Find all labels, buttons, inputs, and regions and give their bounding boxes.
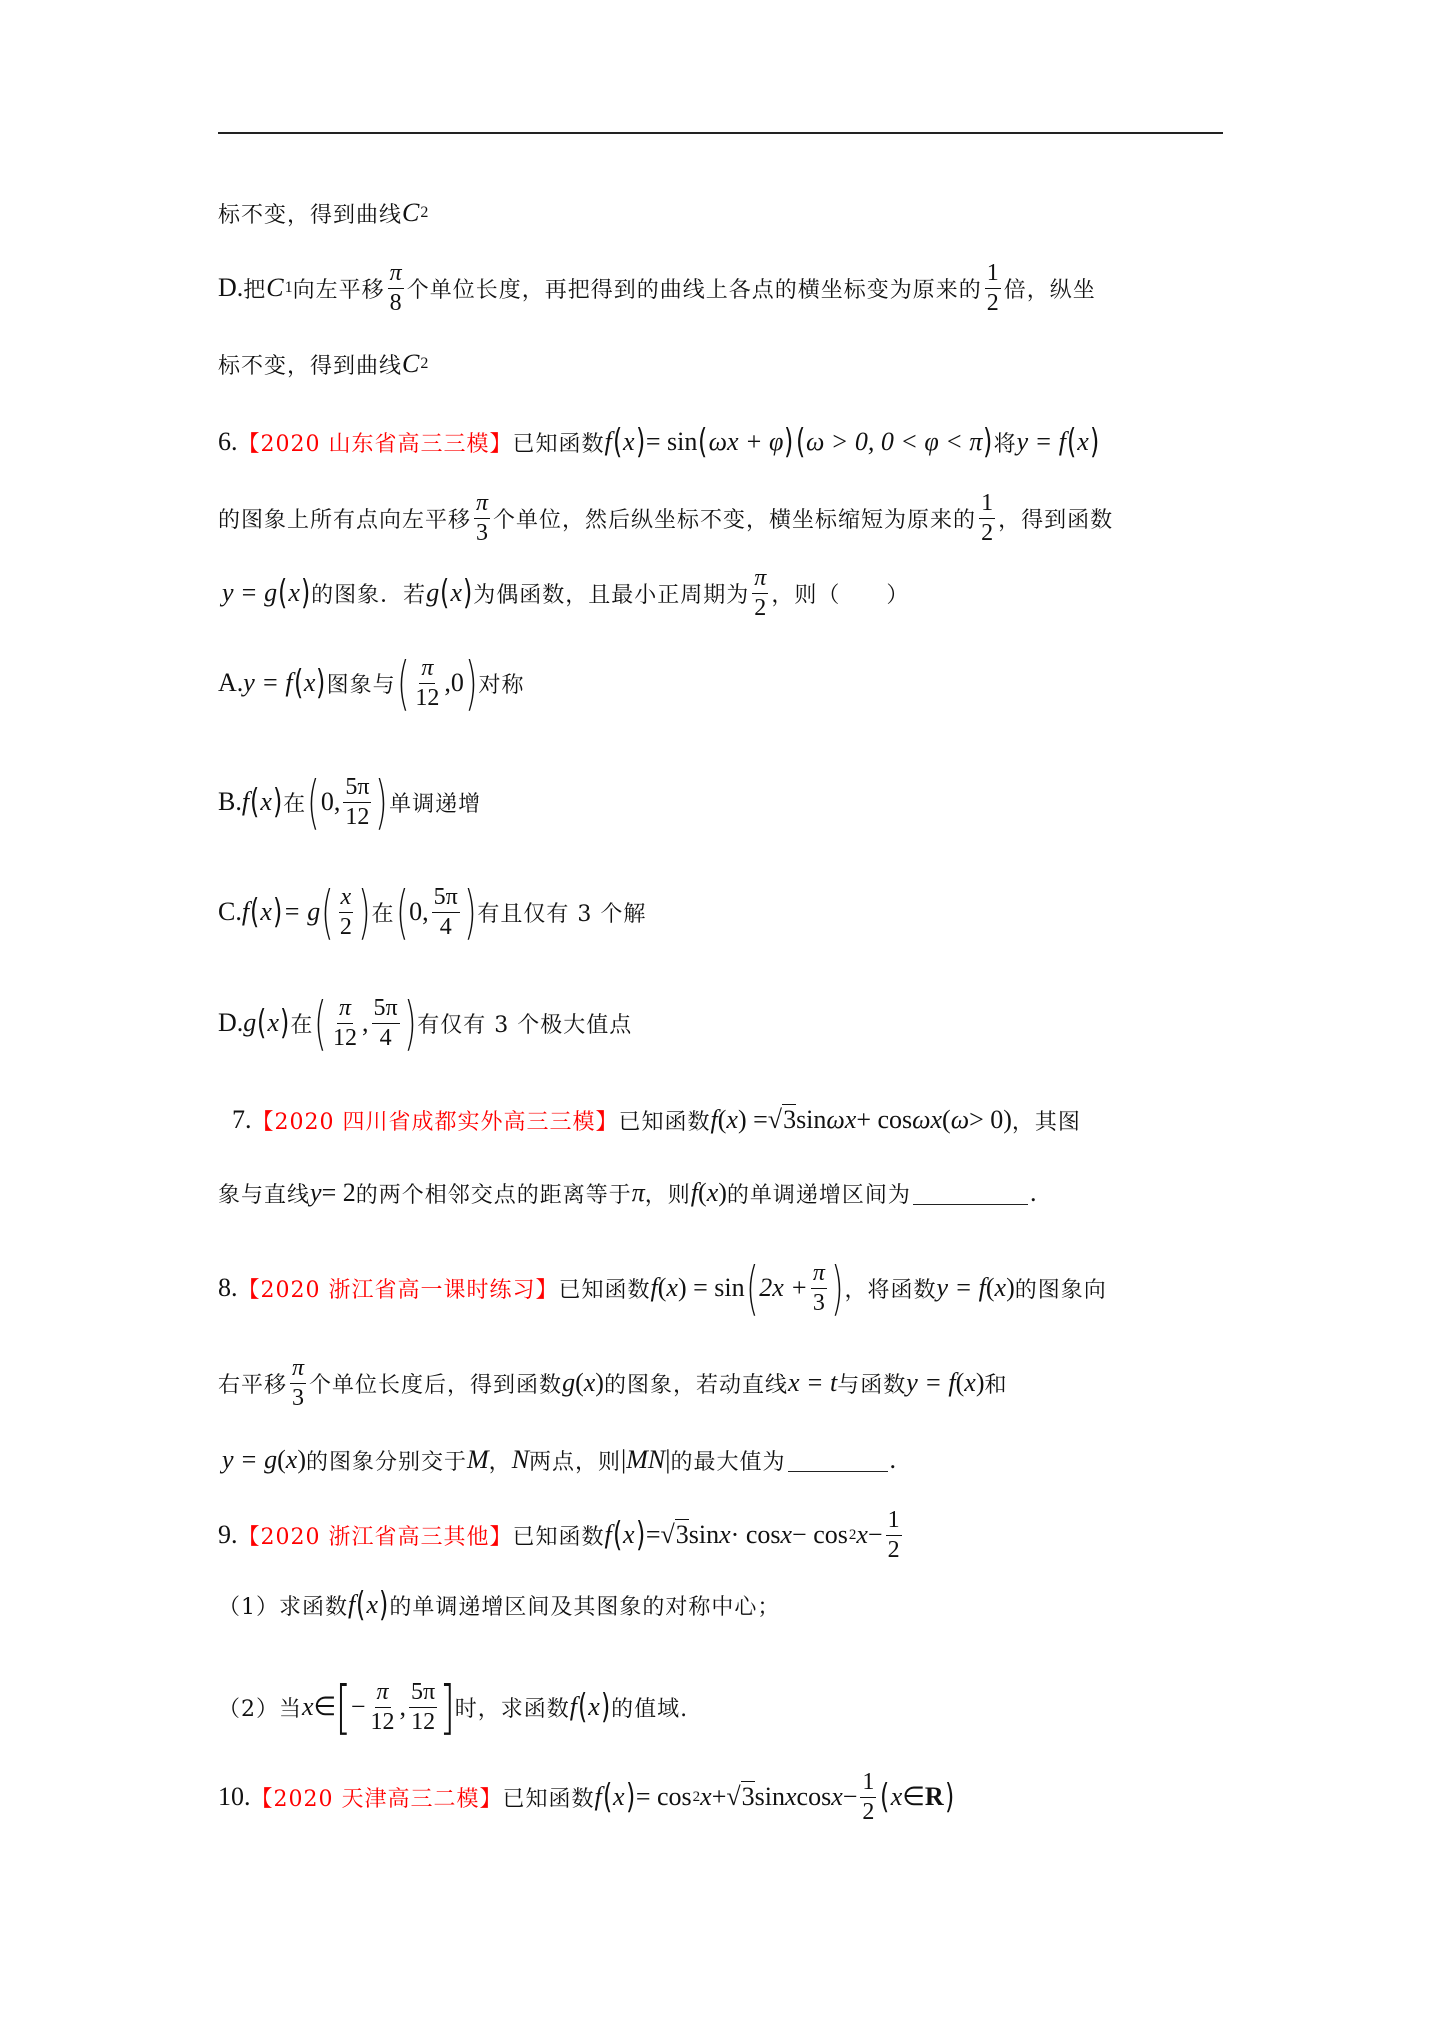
math-run: f [241,897,250,926]
fraction-denominator: 4 [379,1024,392,1051]
fraction [886,1507,902,1563]
math-run: x [285,1445,298,1474]
fraction-denominator: 2 [986,289,999,316]
math-run: ω > 0, 0 < φ < π [805,427,983,456]
text-run: 向左平移 [292,277,385,303]
paren: ( [278,573,288,613]
math-run: y = f [936,1273,986,1302]
fraction [372,995,400,1051]
math-run: ( [575,1368,584,1397]
math-run: C. [218,897,242,926]
fraction-denominator: 2 [981,519,994,546]
math-run: f [604,427,612,456]
math-run: x [613,1782,625,1811]
math-run: = sin [645,427,698,456]
paren: ( [257,1003,267,1043]
fraction [388,260,404,316]
math-run: + [711,1782,727,1811]
fraction-numerator: x [339,884,354,912]
paren: ) [944,1777,954,1817]
text-run: 单调递增 [389,791,482,817]
math-run: 6. [218,427,238,456]
fraction-denominator: 12 [411,1708,436,1735]
math-run: x [288,578,300,607]
fraction-numerator: 1 [886,1507,902,1535]
radicand: 3 [741,1782,755,1811]
large-paren: ( [314,989,327,1057]
text-run: 的图象分别交于 [305,1449,467,1475]
math-run: x [303,668,316,697]
paren: ) [280,1003,290,1043]
text-line [232,1090,1081,1150]
math-run: D. [218,1008,244,1037]
math-run: ) [975,1368,985,1397]
source-tag: 【2020 天津高三二模】 [250,1786,503,1812]
fraction-denominator: 12 [415,684,440,711]
text-line [218,488,1113,548]
paren: ) [625,1777,635,1817]
text-run: （1）求函数 [218,1594,348,1620]
math-run: = [645,1520,661,1549]
text-run: 标不变，得到曲线 [218,353,403,379]
large-bracket: [ [335,1673,352,1741]
fraction-denominator: 4 [439,913,452,940]
fraction-denominator: 12 [333,1024,358,1051]
math-run: ) [718,1178,727,1207]
source-tag: 【2020 浙江省高一课时练习】 [237,1277,559,1303]
math-run: 0, [320,787,341,816]
math-run: − cos [792,1520,848,1549]
radicand: 3 [675,1520,689,1549]
option-d [218,989,633,1057]
fraction-numerator: π [388,260,404,288]
math-run: R [924,1782,944,1811]
text-run: 已知函数 [512,431,605,457]
large-paren: ( [396,649,410,717]
option-c [218,878,647,946]
math-run: C [402,198,420,227]
fraction [409,1679,437,1735]
fraction [811,1260,827,1316]
math-run: ωx + φ [708,427,784,456]
fraction-denominator: 2 [887,1536,900,1563]
large-paren: ( [307,768,320,836]
math-run: cos [796,1782,832,1811]
fraction [331,995,359,1051]
text-run: 个单位，然后纵坐标不变，横坐标缩短为原来的 [493,507,977,533]
paren: ) [983,422,993,462]
fraction [979,490,995,546]
text-run: 已知函数 [512,1524,605,1550]
math-run: y = f [243,668,293,697]
math-run: x [588,1692,600,1721]
fraction-numerator: 5π [409,1679,437,1707]
text-run: 标不变，得到曲线 [218,202,403,228]
math-run: C [402,349,420,378]
math-run: > 0) [969,1105,1012,1134]
text-run: 的图象．若 [311,582,427,608]
text-line [218,1254,1107,1322]
fraction-denominator: 8 [389,289,402,316]
math-run: sin [688,1520,720,1549]
paren: ( [293,663,303,703]
fraction [369,1679,397,1735]
source-tag: 【2020 山东省高三三模】 [237,431,513,457]
math-run: , [399,1692,407,1721]
math-run: y = f [1016,427,1066,456]
text-run: 个单位长度后，得到函数 [309,1372,563,1398]
text-run: 的图象上所有点向左平移 [218,507,472,533]
text-run: 已知函数 [558,1277,651,1303]
math-run: ωx [826,1105,857,1134]
text-run: 图象与 [326,672,396,698]
math-run: x [784,1782,797,1811]
fraction-numerator: π [752,565,768,593]
math-run: x [994,1273,1007,1302]
option-a [218,649,525,717]
math-run: x [623,1520,635,1549]
text-run: ，其图 [1011,1109,1081,1135]
text-run: 的图象，若动直线 [603,1372,788,1398]
subscript: 2 [420,355,429,372]
math-run: x [1077,427,1089,456]
math-run: . [889,1445,896,1474]
fraction [860,1769,876,1825]
large-bracket: ] [439,1673,456,1741]
math-run: = g [283,897,321,926]
large-paren: ) [403,989,417,1057]
math-run: MN [626,1445,666,1474]
math-run: x [890,1782,903,1811]
math-run: ∈ [902,1782,925,1811]
math-run: x [666,1273,678,1302]
square-root [726,1782,754,1812]
radical-sign: √ [726,1782,741,1811]
fraction [413,655,441,711]
math-run: f [241,787,250,816]
paren: ( [612,1515,623,1555]
math-run: ( [955,1368,965,1397]
text-run: ，得到函数 [998,507,1114,533]
fraction-numerator: 5π [432,884,460,912]
subscript: 2 [420,204,429,221]
paren: ( [1066,422,1077,462]
text-run: （2）当 [218,1696,302,1722]
paren: ) [462,573,473,613]
math-run: x [856,1520,868,1549]
text-run: 有且仅有 3 个解 [477,901,647,927]
text-run: 和 [984,1372,1008,1398]
paren: ( [578,1687,588,1727]
paren: ( [698,422,708,462]
math-run: − [350,1692,366,1721]
math-run: ( [698,1178,707,1207]
math-run: x [623,427,635,456]
fraction-numerator: 5π [343,774,371,802]
math-run: f [594,1782,602,1811]
text-run: 在 [371,901,395,927]
math-run: y [310,1178,322,1207]
math-run: x [260,897,272,926]
fraction-denominator: 12 [370,1708,395,1735]
fraction [343,774,371,830]
math-run: x [700,1782,712,1811]
fraction [985,260,1001,316]
math-run: f [348,1590,356,1619]
fraction-denominator: 3 [476,519,489,546]
text-run: 右平移 [218,1372,288,1398]
math-run: ωx [912,1105,943,1134]
math-run: sin [796,1105,827,1134]
answer-blank[interactable] [913,1182,1028,1205]
fraction-numerator: π [811,1260,827,1288]
math-run: D. [218,273,244,302]
math-run: ) [1006,1273,1015,1302]
math-run: | [621,1445,627,1474]
paren: ( [440,573,450,613]
math-run: . [1029,1178,1037,1207]
paren: ( [602,1777,613,1817]
fraction-numerator: π [337,995,353,1023]
fraction-numerator: π [290,1355,306,1383]
math-run: f [604,1520,612,1549]
text-line [218,1673,689,1741]
fraction [474,490,490,546]
fraction [290,1355,306,1411]
large-paren: ( [745,1254,759,1322]
text-run: ， [488,1449,512,1475]
fraction-denominator: 2 [754,594,767,621]
large-paren: ( [321,878,334,946]
math-run: , [362,1008,369,1037]
math-run: x = t [787,1368,838,1397]
text-run: 倍，纵坐 [1003,277,1096,303]
math-run: x [831,1782,843,1811]
paren: ) [635,422,645,462]
text-line [218,1353,1008,1413]
math-run: x [267,1008,280,1037]
math-run: ∈ [313,1692,337,1721]
large-paren: ) [464,649,478,717]
math-run: x [719,1520,731,1549]
math-run: 8. [218,1273,238,1302]
math-run: x [450,578,462,607]
math-run: ( [717,1105,727,1134]
math-run: x [302,1692,314,1721]
math-run: f [690,1178,699,1207]
paren: ) [316,663,326,703]
math-run: 0, [409,897,429,926]
text-line [218,1767,955,1827]
text-run: 个单位长度，再把得到的曲线上各点的横坐标变为原来的 [406,277,982,303]
fraction-numerator: 5π [372,995,400,1023]
source-tag: 【2020 四川省成都实外高三三模】 [251,1109,619,1135]
text-run: 的两个相邻交点的距离等于 [355,1182,632,1208]
radicand: 3 [783,1105,797,1134]
fraction [432,884,460,940]
text-line [218,1505,905,1565]
square-root [768,1105,796,1135]
paren: ) [1089,422,1100,462]
text-run: 将 [993,431,1017,457]
square-root [660,1520,688,1550]
text-run: 两点，则 [529,1449,622,1475]
fraction [338,884,354,940]
paren: ( [250,782,260,822]
text-run: 的单调递增区间为 [726,1182,911,1208]
fraction-numerator: 1 [985,260,1001,288]
text-line [222,1430,896,1490]
text-run: 的最大值为 [670,1449,786,1475]
paren: ( [250,892,260,932]
math-run: ( [657,1273,667,1302]
math-run: 2x + [759,1273,808,1302]
math-run: g [243,1008,257,1037]
math-run: = 2 [321,1178,356,1207]
math-run: A. [218,668,244,697]
math-run: y = g [222,578,278,607]
math-run: | [665,1445,671,1474]
fraction-numerator: π [375,1679,391,1707]
text-run: ，则（ ） [771,582,910,608]
fraction-numerator: π [419,655,435,683]
text-line [218,258,1096,318]
paren: ) [300,573,311,613]
math-run: ) [595,1368,604,1397]
math-run: 7. [232,1105,252,1134]
math-run: 10. [218,1782,251,1811]
fraction-denominator: 2 [862,1798,875,1825]
math-run: · cos [730,1520,781,1549]
paren: ) [272,892,283,932]
text-line [218,1575,780,1635]
math-run: x [260,787,272,816]
large-paren: ) [830,1254,844,1322]
math-run: π [631,1178,645,1207]
text-run: 的图象向 [1014,1277,1107,1303]
paren: ( [356,1585,366,1625]
math-run: x [964,1368,976,1397]
text-run: 把 [243,277,267,303]
paren: ( [880,1777,890,1817]
option-b [218,768,482,836]
text-run: 已知函数 [618,1109,711,1135]
text-line [218,334,428,394]
fraction-numerator: π [474,490,490,518]
paren: ) [635,1515,645,1555]
math-run: x [780,1520,793,1549]
header-rule [218,132,1223,134]
text-run: 在 [290,1012,314,1038]
math-run: ( [277,1445,286,1474]
text-line [218,412,1100,472]
math-run: g [426,578,440,607]
math-run: ,0 [444,668,464,697]
text-line [218,1163,1036,1223]
paren: ) [379,1585,389,1625]
text-run: 对称 [478,672,525,698]
text-run: ，将函数 [844,1277,937,1303]
subscript: 1 [284,279,293,296]
math-run: f [710,1105,718,1134]
math-run: − [867,1520,883,1549]
math-run: ( [985,1273,995,1302]
math-run: ) = [737,1105,768,1134]
superscript: 2 [692,1788,701,1805]
paren: ) [272,782,283,822]
fraction-denominator: 12 [345,803,370,830]
math-run: f [650,1273,658,1302]
math-run: sin [754,1782,785,1811]
fraction-denominator: 3 [812,1289,825,1316]
math-run: y = f [906,1368,956,1397]
text-run: 时，求函数 [454,1696,570,1722]
paren: ( [612,422,623,462]
math-run: ( [942,1105,951,1134]
fraction-numerator: 1 [860,1769,876,1797]
math-run: x [726,1105,738,1134]
math-run: x [706,1178,719,1207]
math-run: C [266,273,284,302]
text-run: 象与直线 [218,1182,311,1208]
text-run: 已知函数 [502,1786,595,1812]
text-run: 与函数 [837,1372,907,1398]
fraction-denominator: 2 [339,913,352,940]
math-run: ) [297,1445,306,1474]
source-tag: 【2020 浙江省高三其他】 [237,1524,513,1550]
math-run: ) = sin [677,1273,745,1302]
radical-sign: √ [767,1105,783,1134]
math-run: B. [218,787,242,816]
text-run: 的值域. [611,1696,689,1722]
math-run: f [569,1692,578,1721]
fraction-numerator: 1 [979,490,995,518]
answer-blank[interactable] [788,1449,888,1472]
fraction [752,565,768,621]
text-line [222,563,909,623]
math-run: g [562,1368,576,1397]
math-run: x [366,1590,379,1619]
large-paren: ) [375,768,388,836]
text-run: 有仅有 3 个极大值点 [417,1012,633,1038]
superscript: 2 [848,1526,857,1543]
text-line [218,183,428,243]
text-run: 为偶函数，且最小正周期为 [473,582,750,608]
paren: ) [600,1687,611,1727]
text-run: 的单调递增区间及其图象的对称中心； [389,1594,781,1620]
math-run: y = g [222,1445,278,1474]
math-run: x [583,1368,596,1397]
math-run: M [467,1445,489,1474]
paren: ) [784,422,794,462]
paren: ( [795,422,805,462]
math-run: = cos [635,1782,692,1811]
math-run: − [842,1782,858,1811]
math-run: N [511,1445,530,1474]
large-paren: ) [357,878,371,946]
fraction-denominator: 3 [292,1384,305,1411]
large-paren: ( [395,878,409,946]
large-paren: ) [463,878,477,946]
text-run: ，则 [644,1182,691,1208]
math-run: + cos [856,1105,913,1134]
text-run: 在 [283,791,307,817]
math-run: ω [950,1105,970,1134]
math-run: 9. [218,1520,238,1549]
radical-sign: √ [660,1520,675,1549]
